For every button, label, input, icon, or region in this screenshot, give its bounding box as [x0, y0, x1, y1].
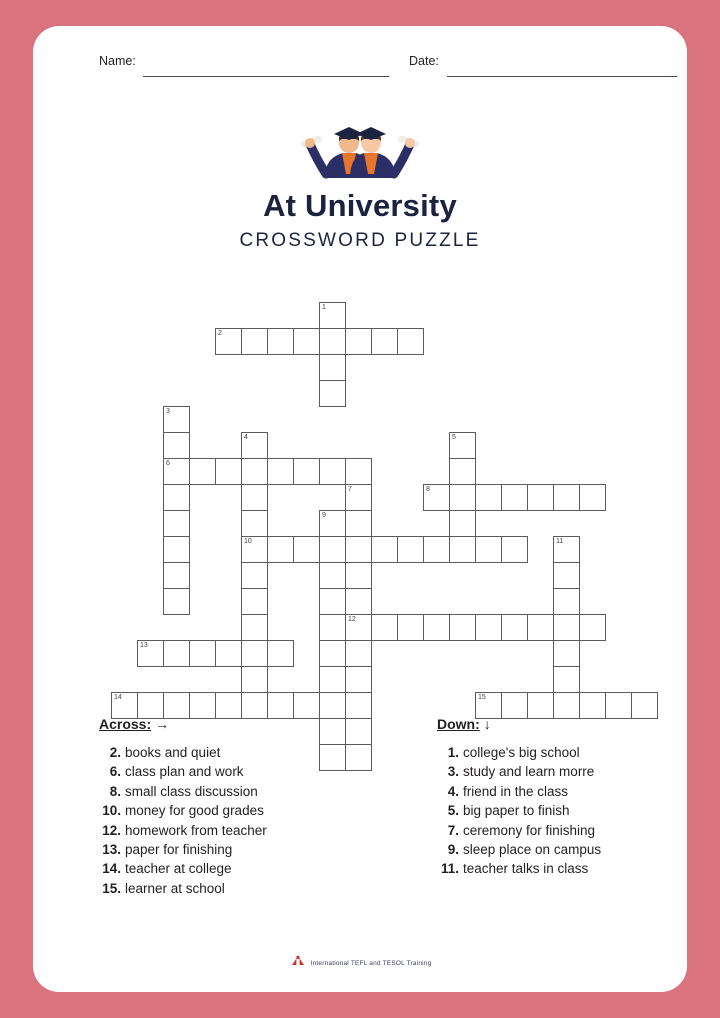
grid-cell[interactable] [501, 484, 528, 511]
across-clue-item-text: learner at school [125, 880, 225, 896]
grid-cell[interactable] [371, 536, 398, 563]
across-heading-label: Across [99, 716, 147, 732]
grid-cell[interactable] [163, 588, 190, 615]
across-clue-item-number: 8. [109, 783, 121, 799]
grid-cell[interactable] [553, 562, 580, 589]
ittt-logo-icon [289, 954, 307, 973]
down-clue-item-text: college's big school [463, 745, 580, 760]
across-clue-item [99, 743, 379, 762]
grid-cell[interactable] [397, 328, 424, 355]
page-subtitle: CROSSWORD PUZZLE [239, 230, 481, 251]
down-clue-item-number: 5. [447, 803, 459, 819]
grid-cell[interactable] [241, 588, 268, 615]
grid-cell[interactable] [137, 692, 164, 719]
down-clue-item-number: 11. [440, 861, 459, 877]
down-clue-item-number: 9. [447, 842, 459, 858]
grid-cell[interactable] [241, 328, 268, 355]
date-rule [447, 76, 677, 77]
grid-cell[interactable] [579, 692, 606, 719]
grid-cell-number: 10 [244, 538, 252, 545]
name-rule [143, 76, 389, 77]
grid-cell-number: 7 [348, 486, 352, 493]
across-clue-list [99, 743, 379, 898]
grid-cell[interactable] [449, 536, 476, 563]
grid-cell[interactable] [345, 536, 372, 563]
grid-cell[interactable] [241, 536, 268, 563]
grid-cell[interactable] [527, 484, 554, 511]
worksheet-sheet [33, 26, 687, 992]
across-column [99, 716, 379, 898]
grid-cell[interactable] [449, 614, 476, 641]
grid-cell[interactable] [631, 692, 658, 719]
date-label: Date: [409, 54, 439, 68]
grid-cell[interactable] [163, 484, 190, 511]
grid-cell[interactable] [241, 510, 268, 537]
across-clue-item-number: 12. [102, 822, 121, 838]
across-heading: Across: → [99, 716, 170, 732]
across-clue-item-text: money for good grades [125, 803, 264, 819]
across-clue-item-text: class plan and work [125, 764, 244, 780]
grid-cell[interactable] [215, 328, 242, 355]
grid-cell[interactable] [319, 328, 346, 355]
grid-cell[interactable] [345, 328, 372, 355]
footer [33, 954, 687, 973]
across-clue-item-text: teacher at college [125, 861, 232, 877]
grid-cell[interactable] [189, 458, 216, 485]
down-clue-item-text: teacher talks in class [463, 861, 589, 877]
grid-cell[interactable] [345, 562, 372, 589]
grid-cell[interactable] [319, 614, 346, 641]
down-heading-label: Down [437, 716, 476, 732]
across-clue-item [99, 859, 379, 878]
grid-cell[interactable] [111, 692, 138, 719]
grid-cell-number: 11 [556, 538, 564, 545]
grid-cell[interactable] [319, 588, 346, 615]
grid-cell[interactable] [553, 692, 580, 719]
grid-cell[interactable] [501, 536, 528, 563]
grid-cell[interactable] [241, 562, 268, 589]
across-clue-item-text: books and quiet [125, 745, 221, 760]
grid-cell[interactable] [423, 536, 450, 563]
grid-cell[interactable] [449, 484, 476, 511]
grid-cell[interactable] [579, 484, 606, 511]
grid-cell[interactable] [267, 458, 294, 485]
down-clue-item [437, 821, 687, 840]
grid-cell-number: 4 [244, 434, 248, 441]
grid-cell[interactable] [371, 328, 398, 355]
grid-cell[interactable] [319, 354, 346, 381]
grid-cell[interactable] [241, 640, 268, 667]
grid-cell[interactable] [397, 536, 424, 563]
grid-cell-number: 12 [348, 616, 356, 623]
grid-cell-number: 3 [166, 408, 170, 415]
grid-cell[interactable] [319, 380, 346, 407]
grid-cell[interactable] [475, 484, 502, 511]
name-label: Name: [99, 54, 136, 68]
grid-cell[interactable] [241, 484, 268, 511]
grid-cell[interactable] [293, 458, 320, 485]
grid-cell[interactable] [163, 458, 190, 485]
down-clue-item-text: friend in the class [463, 783, 569, 799]
down-clue-item [437, 782, 687, 801]
grid-cell[interactable] [293, 328, 320, 355]
grid-cell[interactable] [319, 666, 346, 693]
grid-cell[interactable] [163, 536, 190, 563]
grid-cell[interactable] [319, 640, 346, 667]
grid-cell[interactable] [163, 406, 190, 433]
graduates-illustration-icon [33, 112, 687, 180]
grid-cell[interactable] [319, 458, 346, 485]
down-clue-item [437, 840, 687, 859]
grid-cell[interactable] [267, 640, 294, 667]
grid-cell[interactable] [319, 302, 346, 329]
down-column [437, 716, 687, 879]
across-clue-item-number: 2. [109, 745, 121, 760]
grid-cell[interactable] [345, 640, 372, 667]
grid-cell[interactable] [449, 510, 476, 537]
grid-cell[interactable] [241, 458, 268, 485]
down-clue-item-text: big paper to finish [463, 803, 570, 819]
grid-cell[interactable] [319, 692, 346, 719]
grid-cell[interactable] [241, 666, 268, 693]
crossword-grid[interactable] [33, 298, 687, 708]
down-clue-item-number: 4. [447, 783, 459, 799]
down-clue-item-number: 7. [447, 822, 459, 838]
across-clue-item-text: paper for finishing [125, 842, 233, 858]
down-clue-item-number: 3. [447, 764, 459, 780]
grid-cell[interactable] [163, 640, 190, 667]
grid-cell[interactable] [319, 510, 346, 537]
clues-section [33, 716, 687, 916]
grid-cell[interactable] [345, 692, 372, 719]
down-clue-item-text: ceremony for finishing [463, 822, 596, 838]
grid-cell[interactable] [449, 458, 476, 485]
down-clue-item [437, 743, 687, 762]
across-clue-item [99, 821, 379, 840]
grid-cell[interactable] [371, 614, 398, 641]
grid-cell[interactable] [475, 614, 502, 641]
grid-cell[interactable] [475, 536, 502, 563]
grid-cell[interactable] [215, 458, 242, 485]
grid-cell[interactable] [241, 432, 268, 459]
across-clue-item-number: 14. [102, 861, 121, 877]
grid-cell[interactable] [319, 562, 346, 589]
worksheet-header [69, 46, 651, 86]
across-arrow-icon: → [155, 716, 170, 732]
grid-cell-number: 15 [478, 694, 486, 701]
across-clue-item-number: 13. [102, 842, 121, 858]
grid-cell[interactable] [189, 640, 216, 667]
grid-cell[interactable] [293, 536, 320, 563]
grid-cell-number: 2 [218, 330, 222, 337]
grid-cell[interactable] [345, 666, 372, 693]
grid-cell[interactable] [137, 640, 164, 667]
grid-cell[interactable] [553, 666, 580, 693]
grid-cell[interactable] [163, 562, 190, 589]
across-clue-item [99, 782, 379, 801]
grid-cell-number: 13 [140, 642, 148, 649]
footer-text: International TEFL and TESOL Training [310, 960, 432, 967]
grid-cell[interactable] [605, 692, 632, 719]
grid-cell[interactable] [579, 614, 606, 641]
grid-cell[interactable] [189, 692, 216, 719]
grid-cell-number: 5 [452, 434, 456, 441]
across-clue-item-number: 15. [102, 880, 121, 896]
grid-cell[interactable] [345, 614, 372, 641]
grid-cell[interactable] [449, 432, 476, 459]
grid-cell[interactable] [293, 692, 320, 719]
across-clue-item-number: 6. [109, 764, 121, 780]
grid-cell[interactable] [553, 588, 580, 615]
grid-cell[interactable] [475, 692, 502, 719]
grid-cell[interactable] [423, 614, 450, 641]
grid-cell[interactable] [553, 614, 580, 641]
grid-cell[interactable] [345, 588, 372, 615]
grid-cell[interactable] [553, 536, 580, 563]
down-clue-item [437, 762, 687, 781]
grid-cell[interactable] [267, 328, 294, 355]
across-clue-item [99, 840, 379, 859]
down-clue-item [437, 859, 687, 878]
grid-cell[interactable] [501, 692, 528, 719]
across-clue-item [99, 879, 379, 898]
across-clue-item-text: small class discussion [125, 783, 258, 799]
grid-cell[interactable] [501, 614, 528, 641]
grid-cell[interactable] [345, 458, 372, 485]
title-block [33, 112, 687, 252]
grid-cell[interactable] [267, 692, 294, 719]
grid-cell[interactable] [163, 432, 190, 459]
down-clue-item-text: sleep place on campus [463, 842, 602, 858]
grid-cell[interactable] [553, 484, 580, 511]
grid-cell[interactable] [319, 536, 346, 563]
grid-cell[interactable] [215, 640, 242, 667]
grid-cell[interactable] [163, 510, 190, 537]
across-clue-item-text: homework from teacher [125, 822, 267, 838]
grid-cell[interactable] [553, 640, 580, 667]
across-clue-item [99, 801, 379, 820]
grid-cell[interactable] [397, 614, 424, 641]
grid-cell[interactable] [267, 536, 294, 563]
grid-cell[interactable] [241, 614, 268, 641]
down-heading: Down: ↓ [437, 716, 491, 732]
grid-cell[interactable] [345, 510, 372, 537]
down-clue-item-text: study and learn morre [463, 764, 595, 780]
grid-cell-number: 1 [322, 304, 326, 311]
across-clue-item [99, 762, 379, 781]
grid-cell-number: 6 [166, 460, 170, 467]
grid-cell[interactable] [527, 614, 554, 641]
down-clue-item [437, 801, 687, 820]
grid-cell[interactable] [423, 484, 450, 511]
grid-cell-number: 8 [426, 486, 430, 493]
grid-cell[interactable] [527, 692, 554, 719]
grid-cell[interactable] [215, 692, 242, 719]
grid-cell[interactable] [345, 484, 372, 511]
grid-cell[interactable] [241, 692, 268, 719]
grid-cell-number: 9 [322, 512, 326, 519]
down-clue-list [437, 743, 687, 879]
down-arrow-icon: ↓ [483, 716, 491, 732]
page-title: At University [263, 188, 457, 223]
down-clue-item-number: 1. [447, 745, 459, 760]
grid-cell[interactable] [163, 692, 190, 719]
across-clue-item-number: 10. [102, 803, 121, 819]
grid-cell-number: 14 [114, 694, 122, 701]
